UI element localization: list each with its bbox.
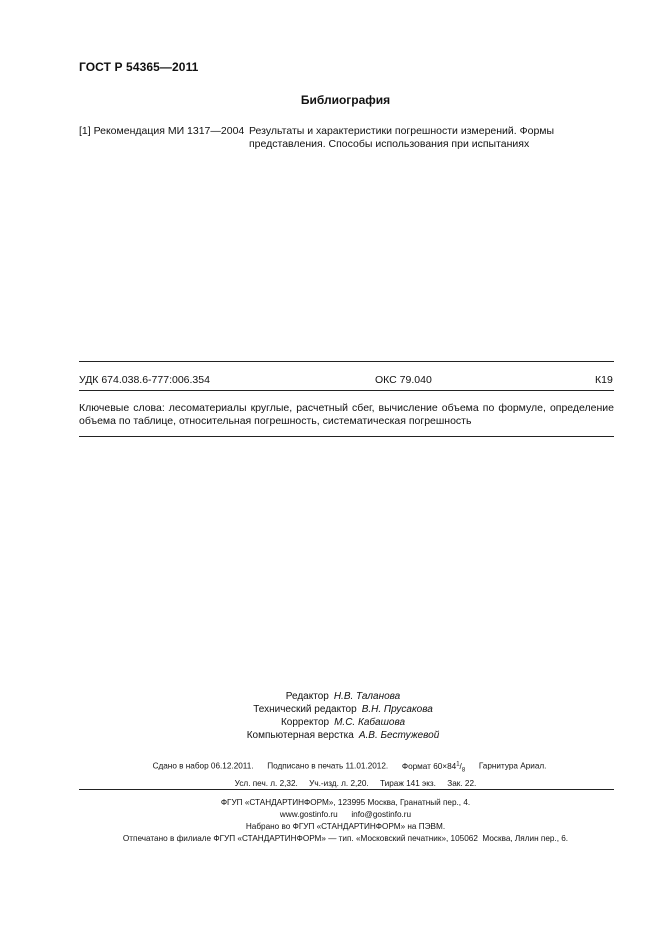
- format: Формат $60\times 84^1/_8$: [401, 761, 466, 774]
- publisher-line-3: Набрано во ФГУП «СТАНДАРТИНФОРМ» на ПЭВМ.: [245, 822, 446, 831]
- font-info: Гарнитура Ариал.: [478, 761, 547, 771]
- publisher-line-2: www.gostinfo.ru info@gostinfo.ru: [279, 810, 412, 819]
- publisher-info: [0, 797, 661, 845]
- oks-code: ОКС 79.040: [375, 374, 432, 386]
- sent-date: Сдано в набор 06.12.2011.: [152, 761, 254, 771]
- bibliography-ref-label: [1] Рекомендация МИ 1317—2004: [79, 125, 245, 137]
- signed-date: Подписано в печать 11.01.2012.: [267, 761, 389, 771]
- publisher-line-1: ФГУП «СТАНДАРТИНФОРМ», 123995 Москва, Гранатный пер., 4.: [220, 798, 471, 807]
- credits-block: [0, 690, 661, 742]
- print-info: [0, 758, 661, 790]
- k-code: К19: [595, 374, 613, 386]
- credit-layout: [0, 729, 661, 742]
- print-info-line-1: [0, 758, 661, 777]
- keywords: Ключевые слова: лесоматериалы круглые, расчетный сбег, вычисление объема по формуле, определение объема по таблице, относительная погрешность, систематическая погрешность: [79, 402, 614, 427]
- divider-keywords: [79, 436, 614, 437]
- standard-number: ГОСТ Р 54365—2011: [79, 60, 199, 74]
- credit-role: Корректор: [280, 717, 330, 728]
- credit-name: М.С. Кабашова: [334, 717, 406, 728]
- divider-middle: [79, 390, 614, 391]
- publisher-line-4: Отпечатано в филиале ФГУП «СТАНДАРТИНФОРМ» — тип. «Московский печатник», 105062 Москва, Лялин пер., 6.: [122, 834, 569, 843]
- credit-role: Редактор: [285, 691, 329, 702]
- credit-role: Компьютерная верстка: [246, 730, 354, 741]
- divider-bottom: [79, 789, 614, 790]
- credit-role: Технический редактор: [253, 704, 357, 715]
- credit-tech-editor: [0, 703, 661, 716]
- udk-code: УДК 674.038.6-777:006.354: [79, 374, 210, 386]
- print-info-line-2: Усл. печ. л. 2,32. Уч.-изд. л. 2,20. Тираж 141 экз. Зак. 22.: [234, 779, 477, 789]
- bibliography-title: Библиография: [300, 93, 391, 107]
- credit-name: В.Н. Прусакова: [361, 704, 433, 715]
- bibliography-ref-text: Результаты и характеристики погрешности измерений. Формы представления. Способы использования при испытаниях: [249, 125, 555, 150]
- credit-name: Н.В. Таланова: [333, 691, 401, 702]
- credit-editor: [0, 690, 661, 703]
- credit-corrector: [0, 716, 661, 729]
- credit-name: А.В. Бестужевой: [358, 730, 440, 741]
- divider-top: [79, 361, 614, 362]
